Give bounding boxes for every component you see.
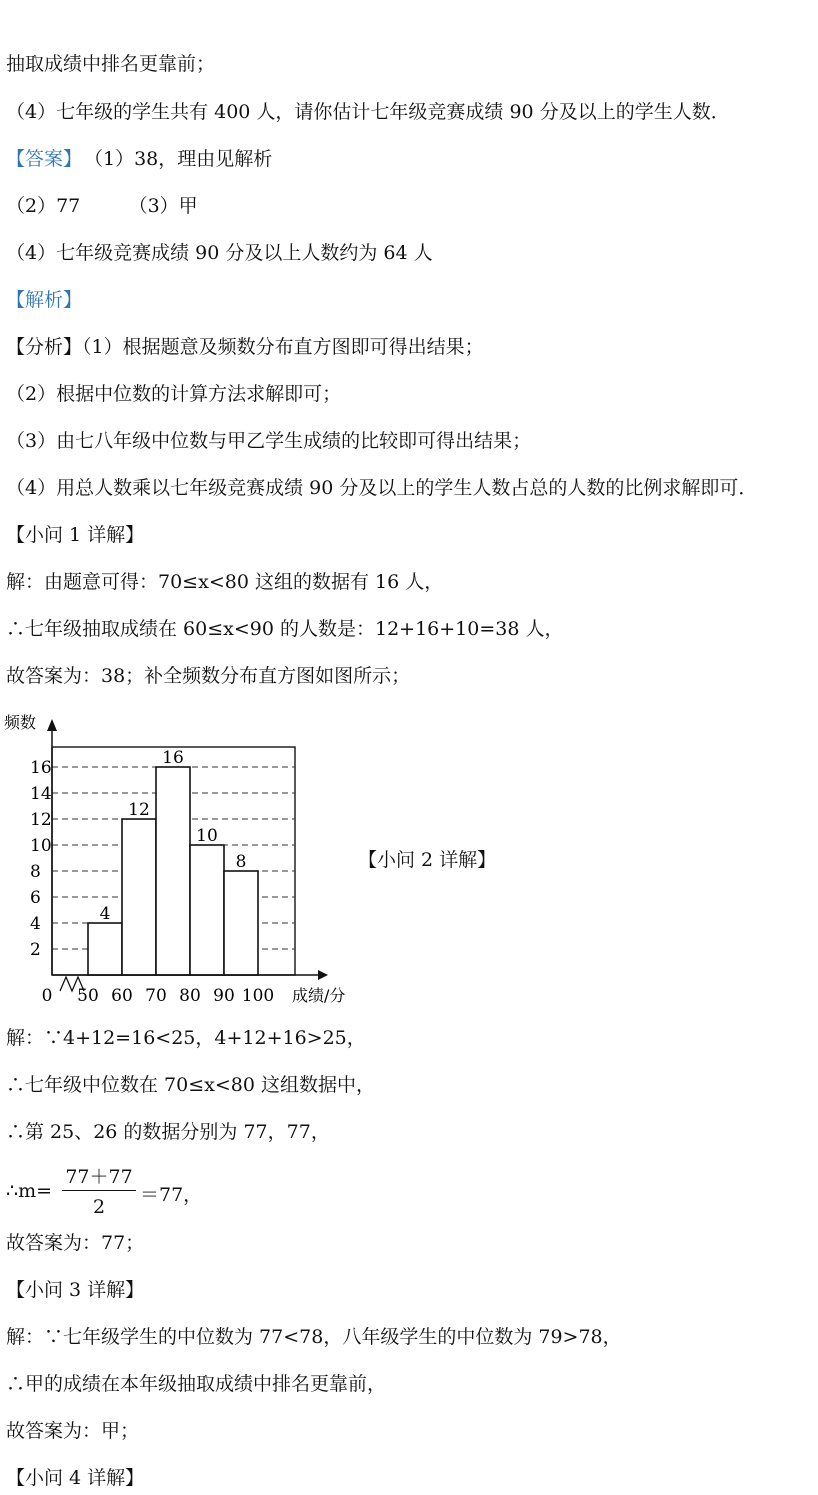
y-tick-label-12: 12	[30, 810, 52, 830]
x-tick-label-60: 60	[111, 986, 133, 1006]
subheading-part-2: 【小问 2 详解】	[358, 849, 497, 871]
formula-numerator: 77＋77	[65, 1166, 133, 1188]
text-line-l7: 【分析】（1）根据题意及频数分布直方图即可得出结果；	[6, 336, 484, 358]
text-line-l13: ∴七年级抽取成绩在 60≤x<90 的人数是：12+16+10=38 人，	[6, 618, 564, 640]
text-line-l1: 抽取成绩中排名更靠前；	[6, 53, 216, 75]
y-tick-label-10: 10	[30, 836, 52, 856]
median-formula	[6, 1162, 266, 1222]
text-line-l8: （2）根据中位数的计算方法求解即可；	[6, 383, 342, 405]
frequency-histogram	[0, 705, 360, 1010]
x-tick-label-0: 0	[41, 986, 53, 1006]
text-line-l9: （3）由七八年级中位数与甲乙学生成绩的比较即可得出结果；	[6, 430, 532, 452]
x-tick-label-70: 70	[145, 986, 167, 1006]
text-line-l16: ∴七年级中位数在 70≤x<80 这组数据中，	[6, 1074, 375, 1096]
data-label-80-90: 10	[196, 826, 218, 846]
text-line-l23: 【小问 4 详解】	[6, 1467, 145, 1489]
y-axis-arrow	[47, 719, 57, 731]
y-axis-title: 频数	[4, 713, 37, 732]
text-line-l22: 故答案为：甲；	[6, 1420, 140, 1442]
text-line-l10: （4）用总人数乘以七年级竞赛成绩 90 分及以上的学生人数占总的人数的比例求解即可．	[6, 477, 758, 499]
text-line-l11: 【小问 1 详解】	[6, 524, 145, 546]
data-label-50-60: 4	[99, 904, 111, 924]
formula-suffix: ＝77，	[140, 1184, 203, 1206]
text-line-l18: 故答案为：77；	[6, 1232, 145, 1254]
text-line-l19: 【小问 3 详解】	[6, 1279, 145, 1301]
x-axis-title: 成绩/分	[292, 986, 346, 1005]
text-line-l5: （4）七年级竞赛成绩 90 分及以上人数约为 64 人	[6, 242, 433, 264]
bar-60-70	[122, 819, 156, 975]
bar-70-80	[156, 767, 190, 975]
data-label-60-70: 12	[128, 800, 150, 820]
text-line-l2: （4）七年级的学生共有 400 人，请你估计七年级竞赛成绩 90 分及以上的学生人数．	[6, 101, 730, 123]
bar-50-60	[88, 923, 122, 975]
text-line-l20: 解：∵七年级学生的中位数为 77<78，八年级学生的中位数为 79>78，	[6, 1326, 622, 1348]
y-tick-label-4: 4	[30, 914, 41, 934]
formula-prefix: ∴m=	[6, 1180, 53, 1202]
x-tick-label-50: 50	[77, 986, 99, 1006]
fraction-bar	[62, 1190, 136, 1191]
x-axis-arrow	[318, 970, 328, 980]
y-tick-label-16: 16	[30, 758, 52, 778]
text-line-l12: 解：由题意可得：70≤x<80 这组的数据有 16 人，	[6, 571, 444, 593]
bar-80-90	[190, 845, 224, 975]
formula-denominator: 2	[92, 1196, 106, 1218]
text-line-l17: ∴第 25、26 的数据分别为 77，77，	[6, 1121, 330, 1143]
y-tick-label-8: 8	[30, 862, 41, 882]
x-tick-label-90: 90	[213, 986, 235, 1006]
bar-90-100	[224, 871, 258, 975]
y-tick-label-2: 2	[30, 940, 41, 960]
data-label-70-80: 16	[162, 748, 184, 768]
y-tick-label-6: 6	[30, 888, 41, 908]
text-line-l15: 解：∵4+12=16<25，4+12+16>25，	[6, 1027, 366, 1049]
text-line-l21: ∴甲的成绩在本年级抽取成绩中排名更靠前，	[6, 1373, 387, 1395]
text-line-l3a: 【答案】	[6, 148, 83, 170]
text-line-l4: （2）77 （3）甲	[6, 195, 198, 217]
x-tick-label-100: 100	[241, 986, 275, 1006]
data-label-90-100: 8	[235, 852, 247, 872]
text-line-l6: 【解析】	[6, 289, 83, 311]
text-line-l3b: （1）38，理由见解析	[84, 148, 273, 170]
x-tick-label-80: 80	[179, 986, 201, 1006]
y-tick-label-14: 14	[30, 784, 52, 804]
text-line-l14: 故答案为：38；补全频数分布直方图如图所示；	[6, 665, 411, 687]
